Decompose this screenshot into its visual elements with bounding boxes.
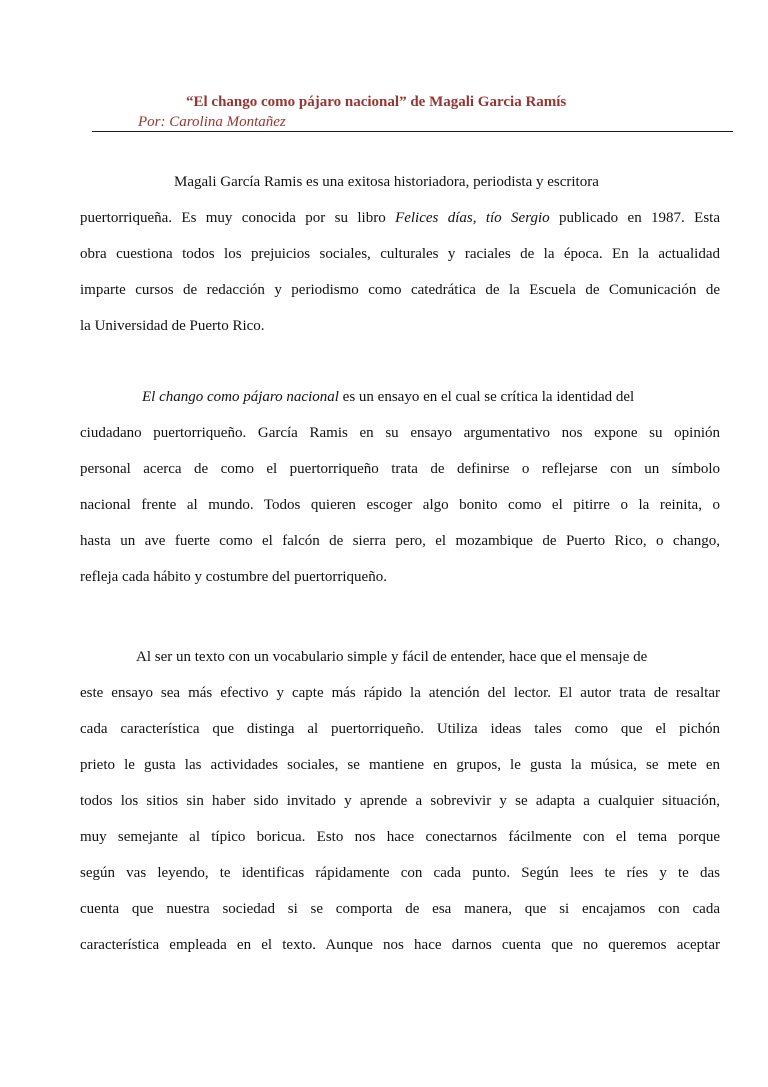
italic-title-text: Felices días, tío Sergio (395, 210, 550, 226)
essay-title: “El chango como pájaro nacional” de Magali Garcia Ramís (186, 94, 567, 110)
text-segment: la Universidad de Puerto Rico. (80, 318, 265, 334)
text-line (80, 316, 265, 336)
text-line (80, 899, 720, 919)
text-line (80, 755, 720, 775)
text-line (80, 280, 720, 300)
text-segment: Al ser un texto con un vocabulario simple y fácil de entender, hace que el mensaje de (136, 649, 648, 665)
author-byline: Por: Carolina Montañez (138, 114, 286, 130)
text-line (80, 423, 720, 443)
text-line (80, 567, 387, 587)
text-segment: personal acerca de como el puertorriqueño trata de definirse o reflejarse con un símbolo (80, 461, 720, 477)
text-segment: puertorriqueña. Es muy conocida por su libro (80, 210, 396, 226)
text-line (80, 863, 720, 883)
text-segment: cuenta que nuestra sociedad si se comporta de esa manera, que si encajamos con cada (80, 901, 720, 917)
text-segment: publicado en 1987. Esta (549, 210, 720, 226)
text-segment: es un ensayo en el cual se crítica la identidad del (338, 389, 635, 405)
text-segment: prieto le gusta las actividades sociales, se mantiene en grupos, le gusta la música, se mete en (80, 757, 720, 773)
text-line (80, 791, 720, 811)
text-line (80, 935, 720, 955)
text-line (174, 172, 599, 192)
text-segment: todos los sitios sin haber sido invitado y aprende a sobrevivir y se adapta a cualquier situación, (80, 793, 720, 809)
text-segment: cada característica que distinga al puertorriqueño. Utiliza ideas tales como que el pichón (80, 721, 720, 737)
text-line (142, 387, 634, 407)
text-line (80, 719, 720, 739)
text-segment: muy semejante al típico boricua. Esto nos hace conectarnos fácilmente con el tema porque (80, 829, 720, 845)
italic-title-text: El chango como pájaro nacional (142, 389, 339, 405)
text-line (80, 827, 720, 847)
text-segment: imparte cursos de redacción y periodismo como catedrática de la Escuela de Comunicación de (80, 282, 720, 298)
text-segment: nacional frente al mundo. Todos quieren escoger algo bonito como el pitirre o la reinita, o (80, 497, 720, 513)
text-segment: característica empleada en el texto. Aunque nos hace darnos cuenta que no queremos aceptar (80, 937, 720, 953)
text-segment: hasta un ave fuerte como el falcón de sierra pero, el mozambique de Puerto Rico, o chango, (80, 533, 720, 549)
text-segment: este ensayo sea más efectivo y capte más rápido la atención del lector. El autor trata de resaltar (80, 685, 720, 701)
text-line (80, 244, 720, 264)
text-line (80, 495, 720, 515)
text-line (136, 647, 647, 667)
text-segment: obra cuestiona todos los prejuicios sociales, culturales y raciales de la época. En la actualidad (80, 246, 720, 262)
text-segment: ciudadano puertorriqueño. García Ramis en su ensayo argumentativo nos expone su opinión (80, 425, 720, 441)
text-segment: según vas leyendo, te identificas rápidamente con cada punto. Según lees te ríes y te das (80, 865, 720, 881)
text-line (80, 459, 720, 479)
text-line (80, 208, 720, 228)
text-line (80, 683, 720, 703)
text-segment: Magali García Ramis es una exitosa historiadora, periodista y escritora (174, 174, 599, 190)
header-divider (92, 131, 733, 132)
text-segment: refleja cada hábito y costumbre del puertorriqueño. (80, 569, 387, 585)
text-line (80, 531, 720, 551)
